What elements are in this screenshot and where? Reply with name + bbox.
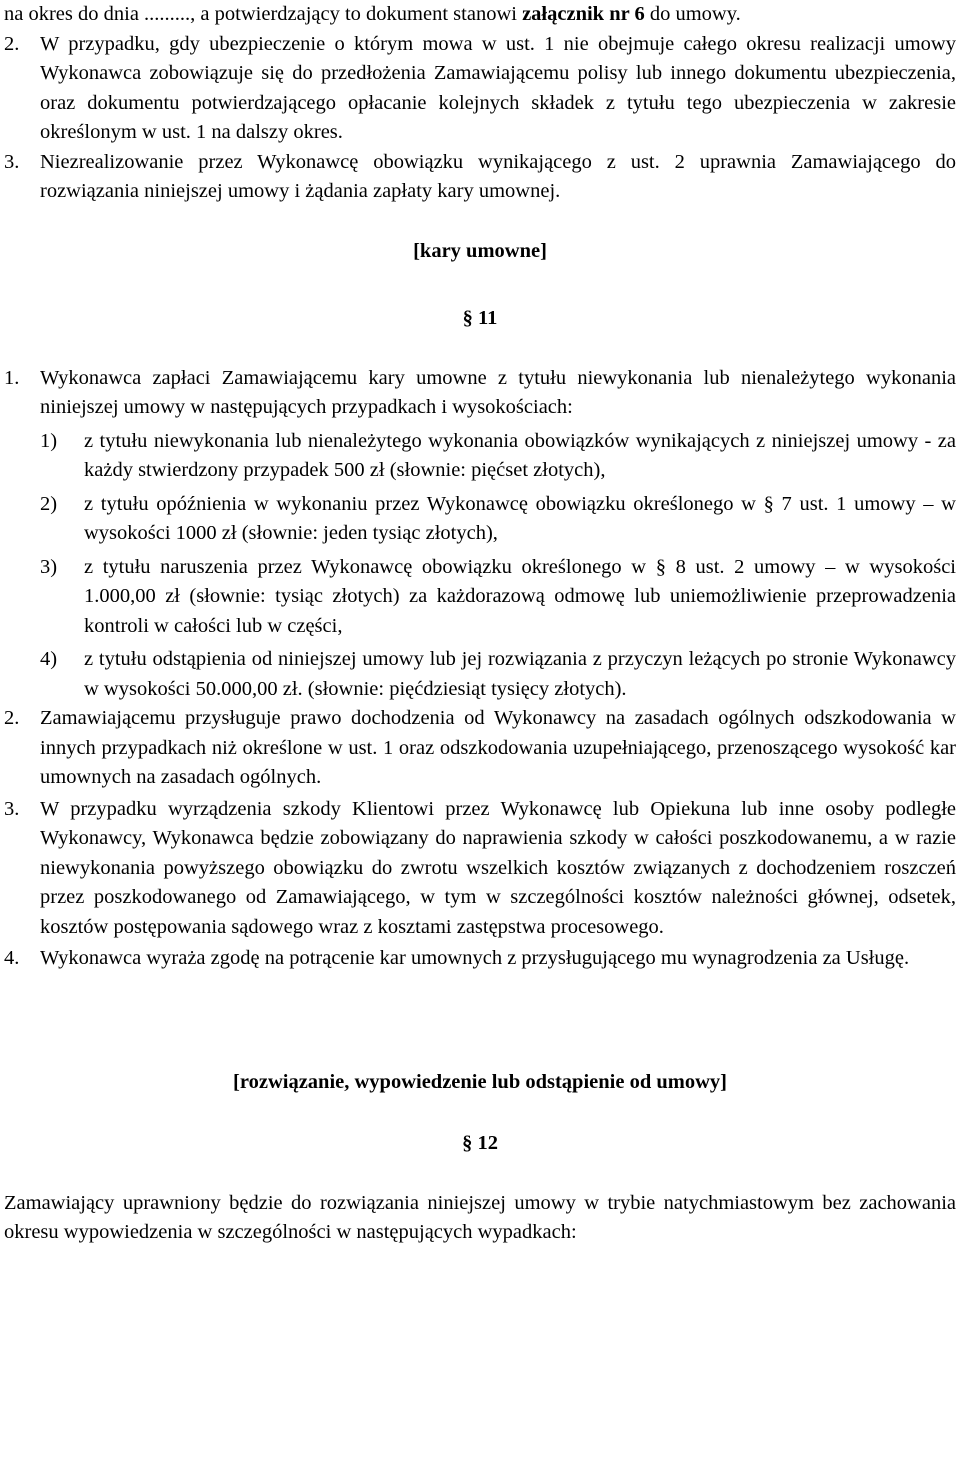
item-number: 2. bbox=[4, 32, 20, 55]
subitem-number: 2) bbox=[40, 492, 58, 515]
intro-tail: do umowy. bbox=[644, 3, 741, 25]
subitem-number: 4) bbox=[40, 648, 58, 670]
item-text: Wykonawca wyraża zgodę na potrącenie kar umownych z przysługującego mu wynagrodzenia za Usługę. bbox=[40, 947, 910, 969]
item-text: Wykonawca zapłaci Zamawiającemu kary umowne z tytułu niewykonania lub nienależytego wykonania niniejszej umowy w następujących przypadkach i wysokościach: bbox=[40, 366, 956, 418]
item-number: 2. bbox=[4, 707, 20, 729]
section-11-heading: [kary umowne] bbox=[413, 239, 547, 262]
item-text: W przypadku wyrządzenia szkody Klientowi przez Wykonawcę lub Opiekuna lub inne osoby podległe Wykonawcy, Wykonawca będzie zobowiązany do naprawienia szkody w całości poszkodowanemu, a w razie niewykonania powyższego obowiązku do zwrotu wszelkich kosztów związanych z dochodzeniem roszczeń przez poszkodowanego od Zamawiającego, w tym w szczególności kosztów należności głównej, odsetek, kosztów postępowania sądowego wraz z kosztami zastępstwa procesowego. bbox=[40, 797, 956, 938]
intro-paragraph bbox=[4, 0, 956, 30]
s11-item-3 bbox=[4, 795, 956, 943]
subitem-text: z tytułu niewykonania lub nienależytego wykonania obowiązków wynikających z niniejszej umowy - za każdy stwierdzony przypadek 500 zł (słownie: pięćset złotych), bbox=[84, 429, 956, 481]
subitem-number: 3) bbox=[40, 555, 58, 578]
section-11-symbol: § 11 bbox=[462, 307, 498, 329]
section-12-symbol: § 12 bbox=[462, 1132, 498, 1154]
s11-subitem-1 bbox=[40, 427, 956, 486]
subitem-text: z tytułu naruszenia przez Wykonawcę obowiązku określonego w § 8 ust. 2 umowy – w wysokości 1.000,00 zł (słownie: tysiąc złotych) za każdorazową odmowę lub uniemożliwienie przeprowadzenia kontroli w całości lub w części, bbox=[84, 555, 956, 637]
p10-item-3 bbox=[4, 148, 956, 207]
s11-item-2 bbox=[4, 704, 956, 793]
subitem-text: z tytułu odstąpienia od niniejszej umowy lub jej rozwiązania z przyczyn leżących po stronie Wykonawcy w wysokości 50.000,00 zł. (słownie: pięćdziesiąt tysięcy złotych). bbox=[84, 648, 956, 700]
s11-subitem-3 bbox=[40, 553, 956, 642]
s11-subitem-4 bbox=[40, 645, 956, 704]
item-number: 3. bbox=[4, 150, 20, 173]
item-text: W przypadku, gdy ubezpieczenie o którym mowa w ust. 1 nie obejmuje całego okresu realizacji umowy Wykonawca zobowiązuje się do przedłożenia Zamawiającemu polisy lub innego dokumentu ubezpieczenia, oraz dokumentu potwierdzającego opłacanie kolejnych składek z tytułu tego ubezpieczenia w zakresie określonym w ust. 1 na dalszy okres. bbox=[40, 32, 956, 143]
s11-item-4 bbox=[4, 944, 956, 974]
item-number: 4. bbox=[4, 947, 20, 969]
item-text: Niezrealizowanie przez Wykonawcę obowiązku wynikającego z ust. 2 uprawnia Zamawiającego do rozwiązania niniejszej umowy i żądania zapłaty kary umownej. bbox=[40, 150, 956, 202]
intro-text: na okres do dnia ........., a potwierdzający to dokument stanowi bbox=[4, 3, 523, 25]
item-number: 3. bbox=[4, 797, 20, 820]
subitem-number: 1) bbox=[40, 429, 58, 452]
subitem-text: z tytułu opóźnienia w wykonaniu przez Wykonawcę obowiązku określonego w § 7 ust. 1 umowy – w wysokości 1000 zł (słownie: jeden tysiąc złotych), bbox=[84, 492, 956, 544]
s11-subitem-2 bbox=[40, 490, 956, 549]
p10-item-2 bbox=[4, 30, 956, 148]
section-12-heading: [rozwiązanie, wypowiedzenie lub odstąpienie od umowy] bbox=[233, 1070, 727, 1093]
s12-intro-paragraph: Zamawiający uprawniony będzie do rozwiązania niniejszej umowy w trybie natychmiastowym bez zachowania okresu wypowiedzenia w szczególności w następujących wypadkach: bbox=[4, 1191, 956, 1243]
item-text: Zamawiającemu przysługuje prawo dochodzenia od Wykonawcy na zasadach ogólnych odszkodowania w innych przypadkach niż określone w ust. 1 oraz odszkodowania uzupełniającego, przenoszącego wysokość kar umownych na zasadach ogólnych. bbox=[40, 707, 956, 788]
s11-item-1 bbox=[4, 364, 956, 423]
item-number: 1. bbox=[4, 366, 20, 389]
s11-subitems-list bbox=[4, 427, 956, 705]
attachment-reference: załącznik nr 6 bbox=[522, 3, 645, 25]
